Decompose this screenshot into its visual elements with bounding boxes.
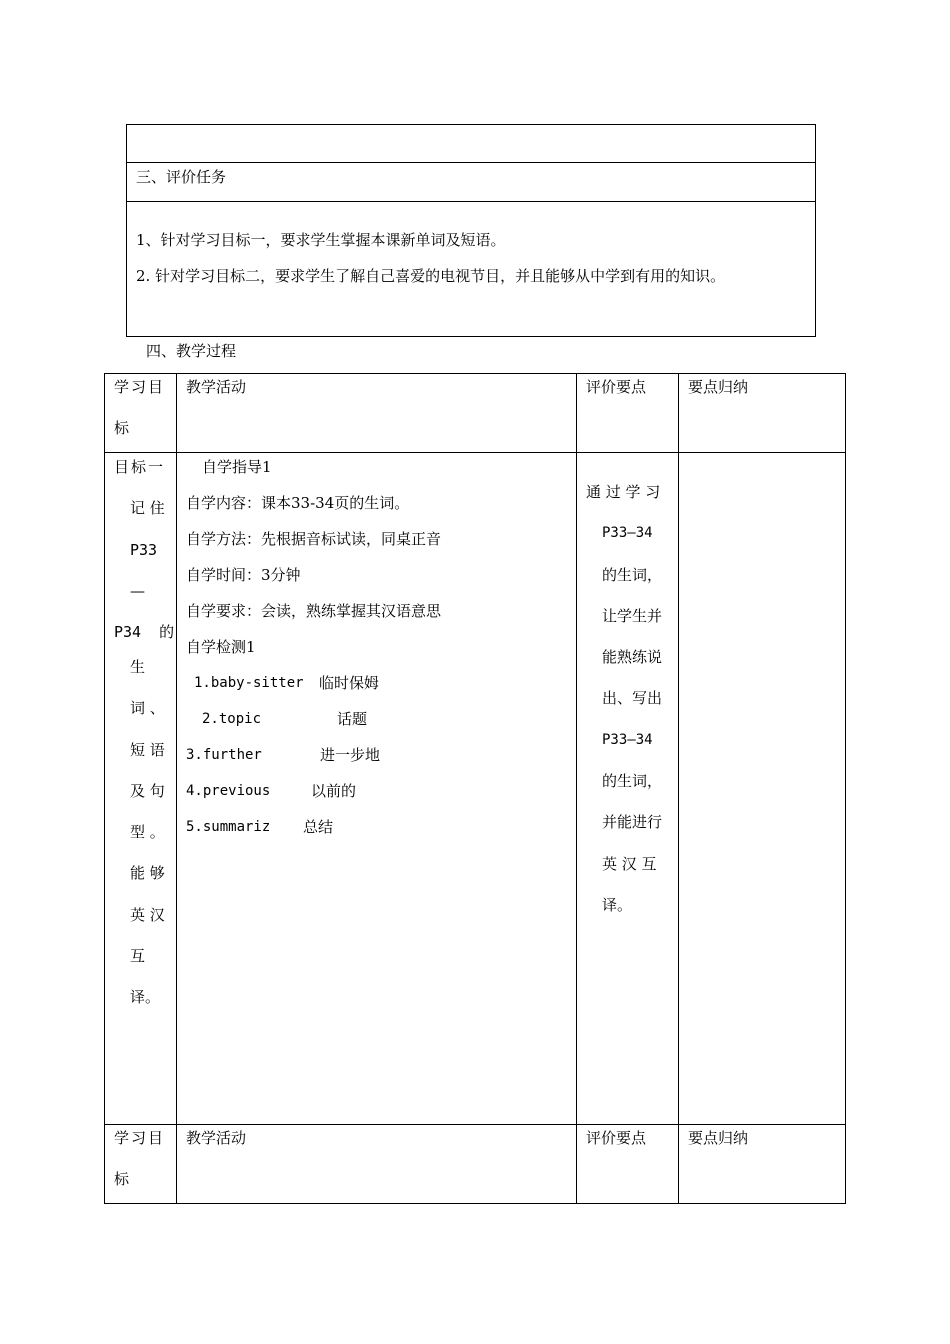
eval-line: 译。 — [602, 896, 633, 914]
goal-line: P33 — [130, 541, 158, 559]
evaluation-item-1: 1、针对学习目标一，要求学生掌握本课新单词及短语。 — [136, 231, 506, 249]
header-eval: 评价要点 — [586, 378, 647, 396]
vocab-chinese: 话题 — [337, 710, 368, 728]
vocab-english: 4.previous — [186, 783, 271, 799]
footer-activity: 教学活动 — [186, 1129, 247, 1147]
vocab-english: 1.baby-sitter — [194, 675, 304, 691]
vocab-english: 3.further — [186, 747, 262, 763]
activity-line: 自学要求：会读，熟练掌握其汉语意思 — [186, 602, 442, 620]
goal-line: 记 住 — [130, 499, 165, 517]
goal-line: — — [130, 582, 145, 600]
eval-line: 并能进行 — [602, 813, 663, 831]
eval-line: 出、写出 — [602, 689, 663, 707]
goal-line: P34 的 — [114, 623, 175, 641]
goal-line: 词 、 — [130, 699, 165, 717]
footer-goal-line1: 学习目 — [114, 1129, 166, 1147]
eval-line: 通 过 学 习 — [586, 483, 661, 501]
activity-line: 自学方法：先根据音标试读，同桌正音 — [186, 530, 442, 548]
goal-line: 英 汉 — [130, 906, 165, 924]
header-summary: 要点归纳 — [688, 378, 749, 396]
eval-line: 英 汉 互 — [602, 855, 657, 873]
evaluation-heading: 三、评价任务 — [136, 168, 227, 186]
footer-eval: 评价要点 — [586, 1129, 647, 1147]
header-activity: 教学活动 — [186, 378, 247, 396]
vocab-english: 5.summariz — [186, 819, 271, 835]
header-goal-line1: 学习目 — [114, 378, 166, 396]
footer-goal-line2: 标 — [114, 1170, 130, 1188]
goal-line: 译。 — [130, 988, 161, 1006]
goal-line: 型 。 — [130, 823, 165, 841]
process-heading: 四、教学过程 — [146, 342, 237, 360]
eval-line: 能熟练说 — [602, 648, 663, 666]
vocab-english: 2.topic — [202, 711, 262, 727]
goal-line: 能 够 — [130, 864, 165, 882]
vocab-chinese: 进一步地 — [320, 746, 381, 764]
activity-line: 自学内容：课本33-34页的生词。 — [186, 494, 410, 512]
vocab-chinese: 以前的 — [311, 782, 357, 800]
footer-summary: 要点归纳 — [688, 1129, 749, 1147]
goal-line: 目标一 — [114, 458, 166, 476]
goal-line: 生 — [130, 658, 146, 676]
activity-line: 自学检测1 — [186, 638, 256, 656]
evaluation-item-2: 2. 针对学习目标二，要求学生了解自己喜爱的电视节目，并且能够从中学到有用的知识。 — [136, 267, 726, 285]
activity-line: 自学时间：3分钟 — [186, 566, 301, 584]
goal-line: 及 句 — [130, 782, 165, 800]
vocab-chinese: 总结 — [303, 818, 334, 836]
activity-line: 自学指导1 — [202, 458, 272, 476]
eval-line: P33—34 — [602, 732, 653, 748]
eval-line: 的生词， — [602, 772, 663, 790]
goal-line: 短 语 — [130, 741, 165, 759]
eval-line: P33—34 — [602, 525, 653, 541]
vocab-chinese: 临时保姆 — [319, 674, 380, 692]
header-goal-line2: 标 — [114, 419, 130, 437]
eval-line: 让学生并 — [602, 607, 663, 625]
eval-line: 的生词， — [602, 566, 663, 584]
goal-line: 互 — [130, 947, 146, 965]
